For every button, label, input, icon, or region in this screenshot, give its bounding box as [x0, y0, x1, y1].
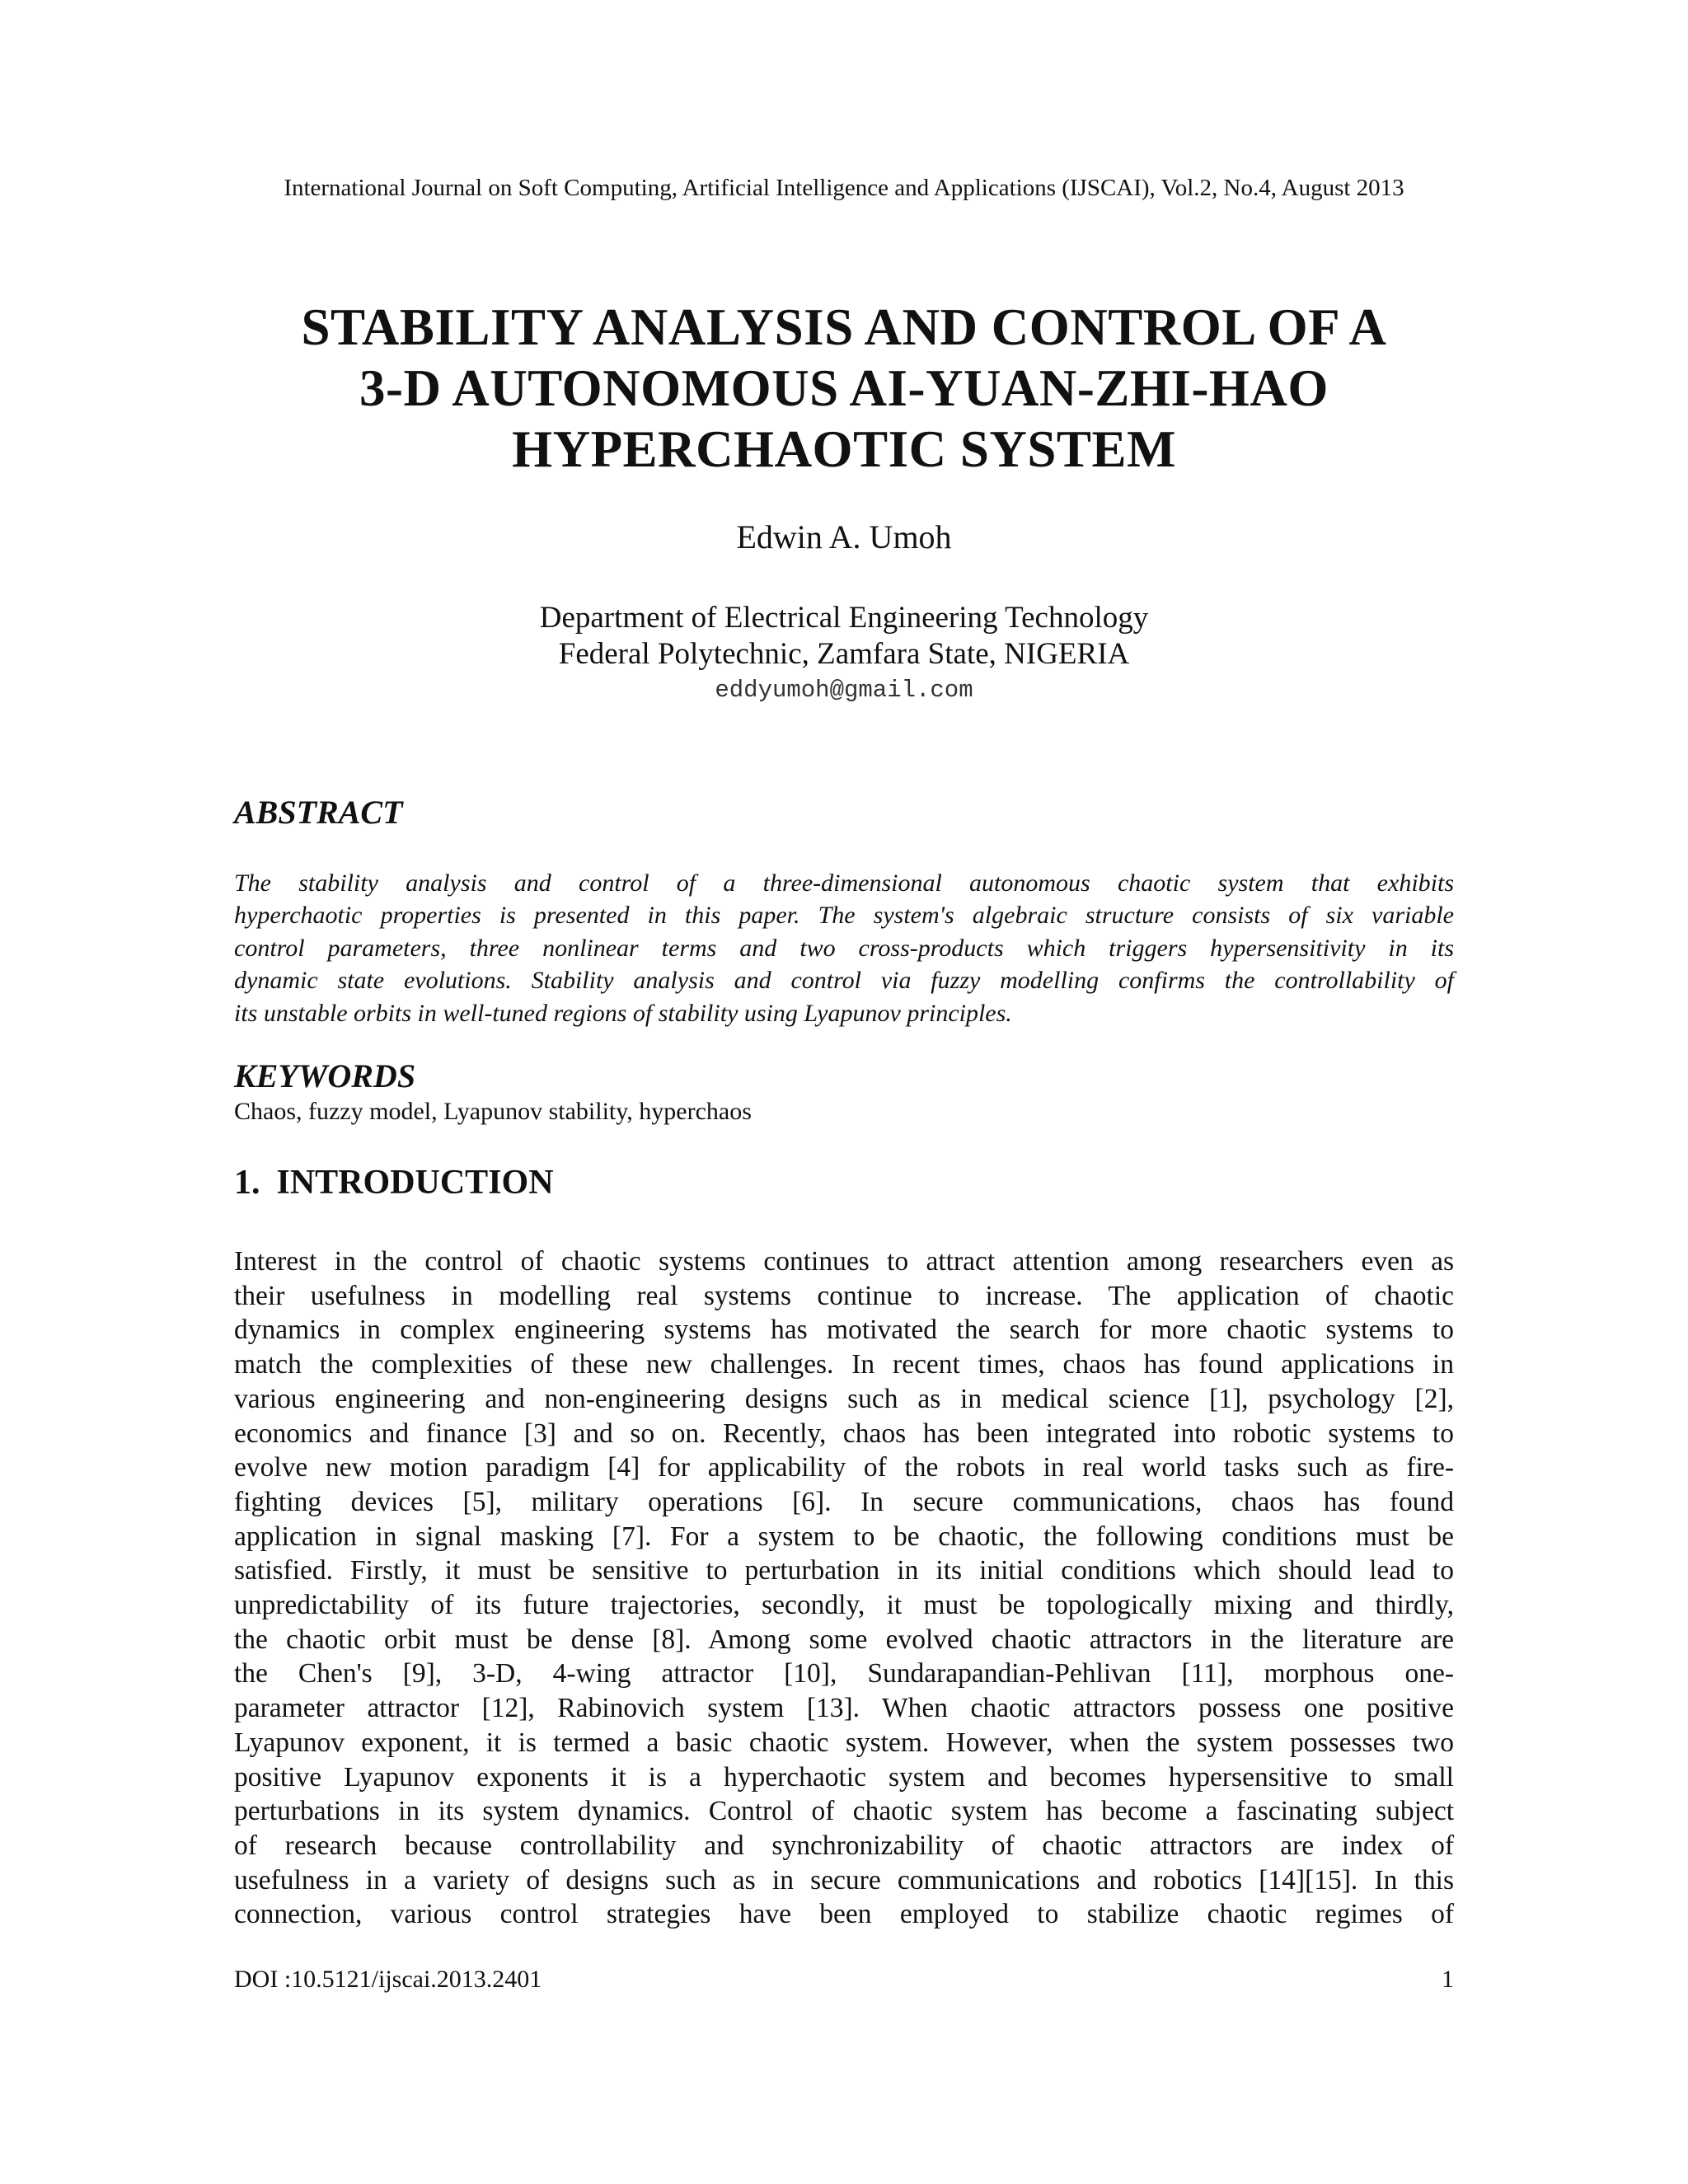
abstract-heading: ABSTRACT	[234, 794, 403, 831]
affiliation-line: Federal Polytechnic, Zamfara State, NIGERIA	[558, 637, 1130, 671]
body-line: Interest in the control of chaotic systems continues to attract attention among researchers even as	[234, 1246, 1454, 1277]
author-name: Edwin A. Umoh	[736, 518, 952, 555]
body-line: usefulness in a variety of designs such as in secure communications and robotics [14][15]. In this	[234, 1864, 1454, 1896]
body-line: of research because controllability and synchronizability of chaotic attractors are index of	[234, 1830, 1454, 1861]
body-line: various engineering and non-engineering designs such as in medical science [1], psychology [2],	[234, 1383, 1454, 1414]
body-line: parameter attractor [12], Rabinovich system [13]. When chaotic attractors possess one positive	[234, 1693, 1454, 1724]
body-line: fighting devices [5], military operations [6]. In secure communications, chaos has found	[234, 1486, 1454, 1517]
body-line: evolve new motion paradigm [4] for applicability of the robots in real world tasks such as fire-	[234, 1452, 1454, 1483]
abstract-line: control parameters, three nonlinear terms and two cross-products which triggers hypersensitivity in its	[234, 934, 1454, 962]
keywords-heading: KEYWORDS	[234, 1057, 416, 1094]
title-line: STABILITY ANALYSIS AND CONTROL OF A	[301, 298, 1387, 356]
abstract-line: The stability analysis and control of a three-dimensional autonomous chaotic system that exhibits	[234, 869, 1454, 897]
author-email: eddyumoh@gmail.com	[715, 677, 973, 704]
section-title: INTRODUCTION	[276, 1164, 554, 1202]
body-line: perturbations in its system dynamics. Control of chaotic system has become a fascinating subject	[234, 1796, 1454, 1827]
body-line: match the complexities of these new challenges. In recent times, chaos has found applications in	[234, 1349, 1454, 1380]
body-line: Lyapunov exponent, it is termed a basic chaotic system. However, when the system possesses two	[234, 1727, 1454, 1758]
body-line: satisfied. Firstly, it must be sensitive to perturbation in its initial conditions which should lead to	[234, 1555, 1454, 1586]
page-number: 1	[1442, 1966, 1454, 1993]
title-line: 3-D AUTONOMOUS AI-YUAN-ZHI-HAO	[359, 359, 1329, 417]
keywords-list: Chaos, fuzzy model, Lyapunov stability, hyperchaos	[234, 1098, 752, 1125]
title-line: HYPERCHAOTIC SYSTEM	[512, 420, 1176, 478]
doi-footer: DOI :10.5121/ijscai.2013.2401	[234, 1966, 542, 1993]
body-line: connection, various control strategies have been employed to stabilize chaotic regimes of	[234, 1899, 1454, 1930]
introduction-heading	[234, 1162, 554, 1203]
body-line: the Chen's [9], 3-D, 4-wing attractor [10], Sundarapandian-Pehlivan [11], morphous one-	[234, 1658, 1454, 1690]
body-line: dynamics in complex engineering systems has motivated the search for more chaotic systems to	[234, 1315, 1454, 1346]
body-line: unpredictability of its future trajectories, secondly, it must be topologically mixing and thirdly,	[234, 1590, 1454, 1621]
running-header: International Journal on Soft Computing, Artificial Intelligence and Applications (IJSCAI), Vol.2, No.4, August 2013	[284, 175, 1404, 201]
affiliation-line: Department of Electrical Engineering Technology	[539, 601, 1149, 635]
author-affiliation	[0, 600, 1688, 673]
abstract-line: its unstable orbits in well-tuned regions of stability using Lyapunov principles.	[234, 999, 1012, 1027]
body-line: application in signal masking [7]. For a system to be chaotic, the following conditions must be	[234, 1521, 1454, 1552]
abstract-line: dynamic state evolutions. Stability analysis and control via fuzzy modelling confirms the controllability of	[234, 967, 1454, 995]
body-line: their usefulness in modelling real systems continue to increase. The application of chaotic	[234, 1280, 1454, 1311]
paper-title	[165, 297, 1523, 480]
body-line: positive Lyapunov exponents it is a hyperchaotic system and becomes hypersensitive to small	[234, 1761, 1454, 1793]
body-line: economics and finance [3] and so on. Recently, chaos has been integrated into robotic systems to	[234, 1418, 1454, 1449]
introduction-body	[234, 1244, 1454, 1932]
section-number: 1.	[234, 1164, 260, 1202]
abstract-body	[234, 867, 1454, 1029]
body-line: the chaotic orbit must be dense [8]. Among some evolved chaotic attractors in the literature are	[234, 1624, 1454, 1655]
abstract-line: hyperchaotic properties is presented in this paper. The system's algebraic structure consists of six variable	[234, 902, 1454, 930]
